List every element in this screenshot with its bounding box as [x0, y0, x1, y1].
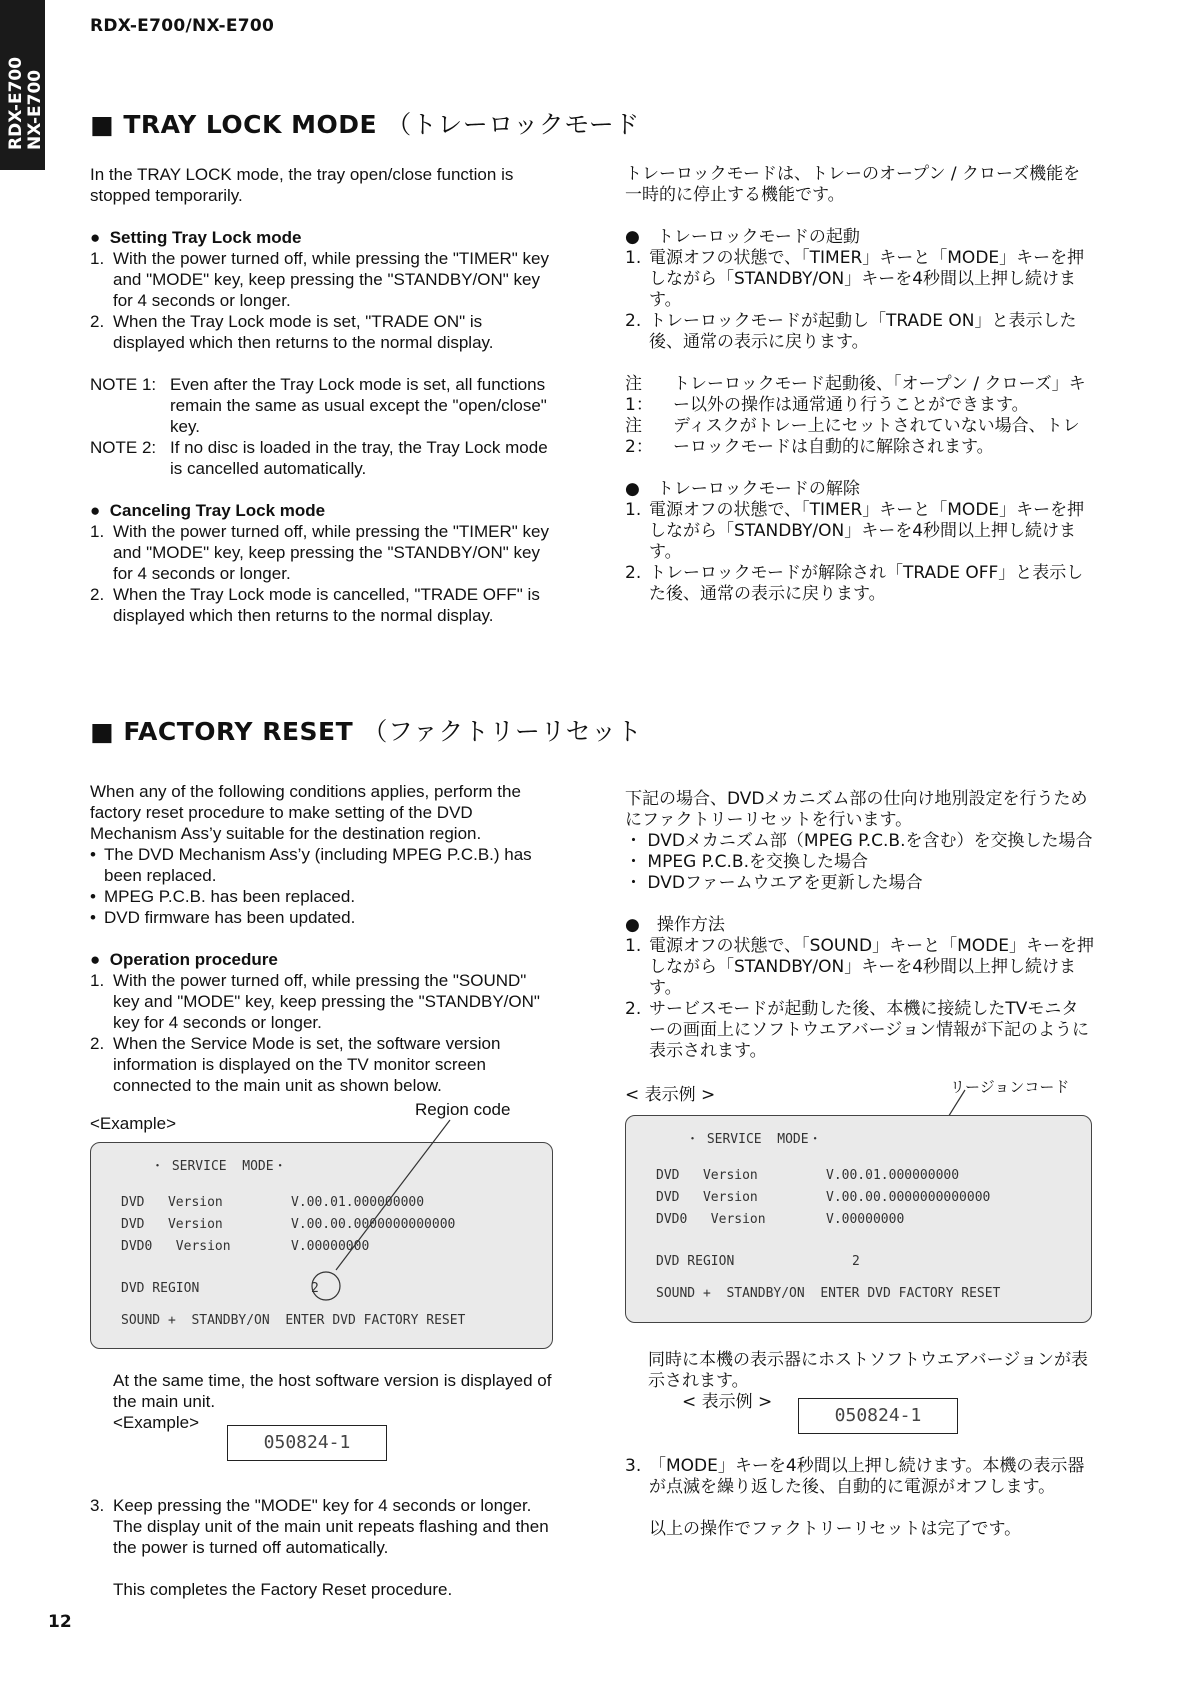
screen-row-value: V.00.01.000000000	[826, 1168, 960, 1183]
operation-step: 1. With the power turned off, while pressing the "SOUND" key and "MODE" key, keep pressing the "STANDBY/ON" key for 4 seconds or longer.	[90, 971, 540, 1032]
setting-heading-jp: ● トレーロックモードの起動	[625, 227, 860, 247]
host-version-display-jp: 050824-1	[798, 1398, 958, 1434]
screen-row-label: DVD Version	[656, 1190, 758, 1205]
screen-row-value: V.00000000	[826, 1212, 905, 1227]
operation-step-3-jp: 3. 「MODE」キーを4秒間以上押し続けます。本機の表示器が点滅を繰り返した後、自動的に電源がオフします。	[625, 1456, 1085, 1497]
screen-title: ・ SERVICE MODE・	[151, 1159, 287, 1174]
screen-row-value: V.00.01.000000000	[291, 1195, 425, 1210]
host-version-display: 050824-1	[227, 1425, 387, 1461]
host-text: At the same time, the host software version is displayed of the main unit.	[113, 1371, 557, 1411]
factory-intro-jp: 下記の場合、DVDメカニズム部の仕向け地別設定を行うためにファクトリーリセットを行います。	[625, 789, 1088, 830]
page-number: 12	[48, 1612, 72, 1632]
operation-step-jp: 1. 電源オフの状態で、「SOUND」キーと「MODE」キーを押しながら「STANDBY/ON」キーを4秒間以上押し続けます。	[625, 936, 1094, 998]
host-version-text	[113, 1370, 555, 1433]
section-title-factory-reset-jp: （ファクトリーリセット	[362, 717, 643, 746]
region-callout-line	[336, 1120, 450, 1270]
cancel-step-jp: 2. トレーロックモードが解除され「TRADE OFF」と表示した後、通常の表示に戻ります。	[625, 563, 1084, 604]
screen-region-value: 2	[311, 1281, 319, 1296]
setting-heading: ● Setting Tray Lock mode	[90, 228, 302, 247]
tray-intro: In the TRAY LOCK mode, the tray open/close function is stopped temporarily.	[90, 165, 519, 205]
host-example-label-jp: < 表示例 >	[682, 1392, 773, 1412]
factory-intro: When any of the following conditions applies, perform the factory reset procedure to make setting of the DVD Mechanism Ass’y suitable for the destination region.	[90, 782, 526, 843]
set-step: 2. When the Tray Lock mode is set, "TRADE ON" is displayed which then returns to the normal display.	[90, 312, 494, 352]
complete-text: This completes the Factory Reset procedure.	[113, 1580, 453, 1599]
screen-row-label: DVD0 Version	[656, 1212, 766, 1227]
side-tab-line1: RDX-E700	[6, 56, 26, 150]
screen-title: ・ SERVICE MODE・	[686, 1132, 822, 1147]
tray-note: NOTE 2: If no disc is loaded in the tray, the Tray Lock mode is cancelled automatically.	[90, 438, 548, 478]
cancel-step: 2. When the Tray Lock mode is cancelled, "TRADE OFF" is displayed which then returns to the normal display.	[90, 585, 540, 625]
screen-region-label: DVD REGION	[121, 1281, 200, 1296]
host-example-label: <Example>	[113, 1413, 199, 1432]
factory-step3-jp	[625, 1456, 1095, 1540]
set-step-jp: 1. 電源オフの状態で、「TIMER」キーと「MODE」キーを押しながら「STANDBY/ON」キーを4秒間以上押し続けます。	[625, 248, 1085, 310]
screen-instruction: SOUND + STANDBY/ON ENTER DVD FACTORY RESET	[121, 1313, 466, 1328]
tray-note-jp: 注 2： ディスクがトレー上にセットされていない場合、トレーロックモードは自動的に解除されます。	[625, 416, 1080, 457]
tray-note: NOTE 1: Even after the Tray Lock mode is set, all functions remain the same as usual except the "open/close" key.	[90, 375, 547, 436]
screen-instruction: SOUND + STANDBY/ON ENTER DVD FACTORY RESET	[656, 1286, 1001, 1301]
host-text-jp: 同時に本機の表示器にホストソフトウエアバージョンが表示されます。	[648, 1350, 1088, 1391]
condition-bullet-jp: ・ MPEG P.C.B.を交換した場合	[625, 852, 868, 872]
example-label: <Example>	[90, 1114, 176, 1133]
screen-row-label: DVD0 Version	[121, 1239, 231, 1254]
tray-note-jp: 注 1： トレーロックモード起動後、「オープン / クローズ」キー以外の操作は通常通り行うことができます。	[625, 374, 1086, 415]
side-tab-line2: NX-E700	[25, 69, 45, 150]
cancel-heading: ● Canceling Tray Lock mode	[90, 501, 326, 520]
region-callout-circle	[312, 1272, 340, 1300]
screen-region-value: 2	[852, 1254, 860, 1269]
set-step-jp: 2. トレーロックモードが起動し「TRADE ON」と表示した後、通常の表示に戻ります。	[625, 311, 1077, 352]
operation-heading: ● Operation procedure	[90, 950, 278, 969]
example-label-jp: < 表示例 >	[625, 1085, 716, 1105]
model-header: RDX-E700/NX-E700	[90, 16, 275, 36]
section-title-tray-lock-jp: （トレーロックモード	[386, 110, 640, 139]
condition-bullet: • MPEG P.C.B. has been replaced.	[90, 887, 356, 906]
operation-step-jp: 2. サービスモードが起動した後、本機に接続したTVモニターの画面上にソフトウエアバージョン情報が下記のように表示されます。	[625, 999, 1089, 1061]
operation-step: 2. When the Service Mode is set, the software version information is displayed on the TV monitor screen connected to the main unit as shown below.	[90, 1034, 501, 1095]
factory-japanese-column	[625, 789, 1095, 1062]
screen-row-value: V.00.00.0000000000000	[291, 1217, 456, 1232]
condition-bullet-jp: ・ DVDメカニズム部（MPEG P.C.B.を含む）を交換した場合	[625, 831, 1093, 851]
tv-screen-example-jp	[625, 1115, 1092, 1323]
factory-step3	[90, 1495, 555, 1600]
cancel-step: 1. With the power turned off, while pressing the "TIMER" key and "MODE" key, keep pressing the "STANDBY/ON" key for 4 seconds or longer.	[90, 522, 549, 583]
operation-step-3: 3. Keep pressing the "MODE" key for 4 seconds or longer. The display unit of the main unit repeats flashing and then the power is turned off automatically.	[90, 1496, 549, 1557]
operation-heading-jp: ● 操作方法	[625, 915, 725, 935]
screen-region-label: DVD REGION	[656, 1254, 735, 1269]
screen-row-label: DVD Version	[121, 1217, 223, 1232]
condition-bullet: • The DVD Mechanism Ass’y (including MPEG P.C.B.) has been replaced.	[90, 845, 532, 885]
section-title-tray-lock-en: ■ TRAY LOCK MODE	[90, 110, 378, 139]
complete-text-jp: 以上の操作でファクトリーリセットは完了です。	[649, 1519, 1022, 1539]
screen-row-value: V.00.00.0000000000000	[826, 1190, 991, 1205]
condition-bullet: • DVD firmware has been updated.	[90, 908, 356, 927]
region-code-label: Region code	[415, 1100, 511, 1119]
screen-row-value: V.00000000	[291, 1239, 370, 1254]
cancel-step-jp: 1. 電源オフの状態で、「TIMER」キーと「MODE」キーを押しながら「STANDBY/ON」キーを4秒間以上押し続けます。	[625, 500, 1085, 562]
tray-intro-jp: トレーロックモードは、トレーのオープン / クローズ機能を一時的に停止する機能です。	[625, 164, 1081, 205]
section-title-factory-reset-en: ■ FACTORY RESET	[90, 717, 354, 746]
set-step: 1. With the power turned off, while pressing the "TIMER" key and "MODE" key, keep pressing the "STANDBY/ON" key for 4 seconds or longer.	[90, 249, 549, 310]
region-code-label-jp: リージョンコード	[950, 1078, 1070, 1096]
screen-row-label: DVD Version	[121, 1195, 223, 1210]
condition-bullet-jp: ・ DVDファームウエアを更新した場合	[625, 873, 923, 893]
cancel-heading-jp: ● トレーロックモードの解除	[625, 479, 860, 499]
screen-row-label: DVD Version	[656, 1168, 758, 1183]
